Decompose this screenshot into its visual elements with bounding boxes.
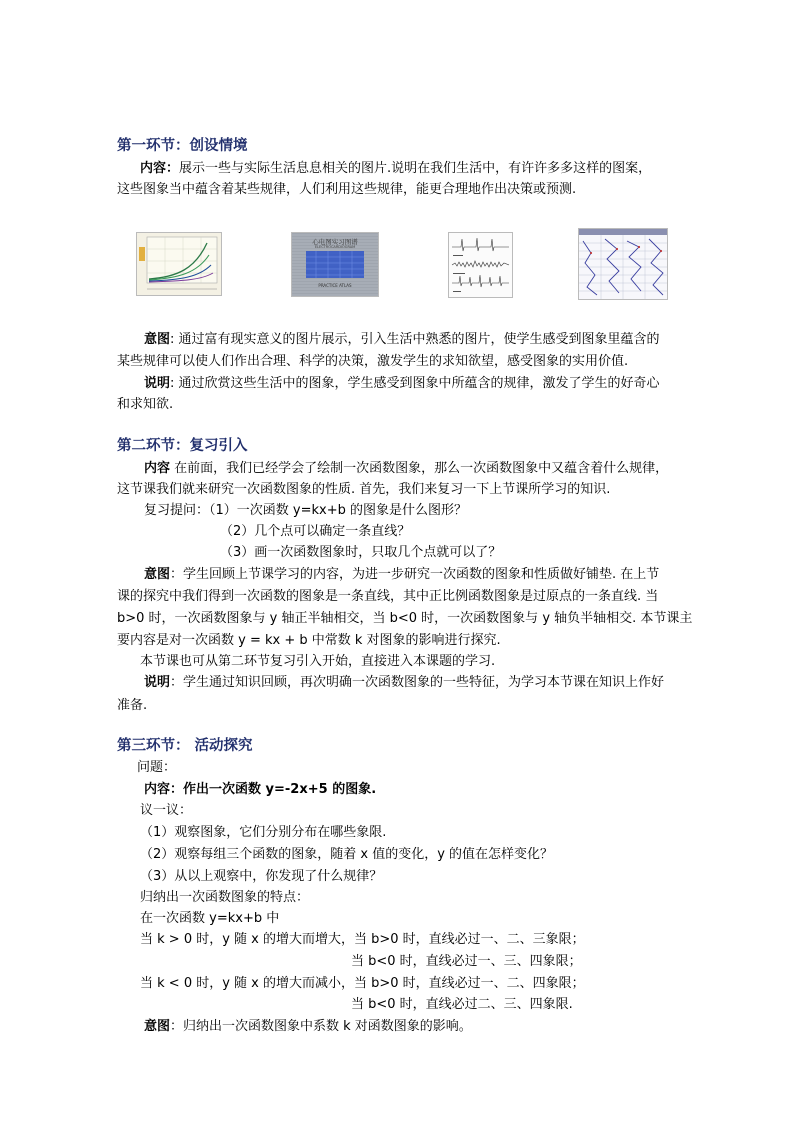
content-text: 在前面，我们已经学会了绘制一次函数图象，那么一次函数图象中又蕴含着什么规律， <box>174 461 669 476</box>
ecg-atlas-book-image <box>291 232 379 297</box>
note-text: 通过欣赏这些生活中的图象，学生感受到图象中所蕴含的规律，激发了学生的好奇心 <box>178 376 660 391</box>
intent-text: 学生回顾上节课学习的内容，为进一步研究一次函数的图象和性质做好铺垫. 在上节 <box>183 567 660 582</box>
intent-colon: : <box>170 332 179 347</box>
section2-note-line1 <box>144 674 664 692</box>
section3-intent <box>144 1018 472 1036</box>
section3-heading: 第三环节： 活动探究 <box>117 738 253 754</box>
section1-intent-line1 <box>144 331 660 349</box>
section2-extra: 本节课也可从第二环节复习引入开始，直接进入本课题的学习. <box>140 654 496 669</box>
section1-note-line2: 和求知欲. <box>117 397 174 412</box>
review-question-3: （3）画一次函数图象时，只取几个点就可以了？ <box>220 545 502 560</box>
ecg-waveform-image <box>448 232 513 298</box>
section2-intent-line3: b>0 时，一次函数图象与 y 轴正半轴相交，当 b<0 时，一次函数图象与 y 轴负半轴相交. 本节课主 <box>117 611 693 626</box>
section1-content-line1 <box>140 160 651 178</box>
section3-content <box>144 781 376 799</box>
discuss-label: 议一议： <box>140 803 193 818</box>
book-subtitle: ELECTROCARDIOGRAM <box>314 245 356 249</box>
content-label: 内容： <box>140 161 180 176</box>
book-title: 心电图实习图谱 <box>312 238 358 246</box>
intent-text: 通过富有现实意义的图片展示，引入生活中熟悉的图片，使学生感受到图象里蕴含的 <box>178 332 660 347</box>
note-text: 学生通过知识回顾，再次明确一次函数图象的一些特征，为学习本节课在知识上作好 <box>183 675 665 690</box>
content-label: 内容 <box>144 461 171 476</box>
section2-note-line2: 准备. <box>117 698 148 713</box>
section2-content-line1 <box>144 460 668 478</box>
intent-label: 意图 <box>144 1019 171 1034</box>
section2-intent-line1 <box>144 566 659 584</box>
note-label: 说明 <box>144 376 171 391</box>
section1-heading: 第一环节：创设情境 <box>117 138 248 154</box>
review-question-1: 复习提问：（1）一次函数 y=kx+b 的图象是什么图形？ <box>144 503 467 518</box>
section2-heading: 第二环节：复习引入 <box>117 438 248 454</box>
growth-chart-image <box>136 232 222 296</box>
section1-note-line1 <box>144 375 660 393</box>
intent-colon: ： <box>170 567 184 582</box>
monitoring-grid-chart-image <box>578 228 668 300</box>
rule-k-negative-b-negative: 当 b<0 时，直线必过二、三、四象限. <box>351 997 573 1012</box>
note-colon: ： <box>170 675 184 690</box>
function-context: 在一次函数 y=kx+b 中 <box>140 911 280 926</box>
rule-k-positive-b-positive: 当 k > 0 时，y 随 x 的增大而增大，当 b>0 时，直线必过一、二、三象限； <box>140 932 585 947</box>
intent-label: 意图 <box>144 567 171 582</box>
content-text: ：作出一次函数 y=-2x+5 的图象. <box>170 782 377 797</box>
discuss-item-2: （2）观察每组三个函数的图象，随着 x 值的变化，y 的值在怎样变化？ <box>140 847 554 862</box>
note-colon: : <box>170 376 179 391</box>
book-bottom-text: PRACTICE ATLAS <box>318 283 352 288</box>
intent-text: ：归纳出一次函数图象中系数 k 对函数图象的影响。 <box>170 1019 472 1034</box>
problem-label: 问题： <box>137 760 177 775</box>
content-label: 内容 <box>144 782 171 797</box>
content-text: 展示一些与实际生活息息相关的图片.说明在我们生活中，有许许多多这样的图案， <box>179 161 652 176</box>
section2-content-line2: 这节课我们就来研究一次函数图象的性质. 首先，我们来复习一下上节课所学习的知识. <box>117 482 611 497</box>
review-question-2: （2）几个点可以确定一条直线？ <box>220 524 411 539</box>
section2-intent-line2: 课的探究中我们得到一次函数的图象是一条直线，其中正比例函数图象是过原点的一条直线. 当 <box>117 589 659 604</box>
summary-label: 归纳出一次函数图象的特点： <box>140 890 310 905</box>
discuss-item-1: （1）观察图象，它们分别分布在哪些象限. <box>140 825 387 840</box>
rule-k-positive-b-negative: 当 b<0 时，直线必过一、三、四象限； <box>351 954 582 969</box>
intent-label: 意图 <box>144 332 171 347</box>
section1-intent-line2: 某些规律可以使人们作出合理、科学的决策，激发学生的求知欲望，感受图象的实用价值. <box>117 354 629 369</box>
discuss-item-3: （3）从以上观察中，你发现了什么规律？ <box>140 869 383 884</box>
note-label: 说明 <box>144 675 171 690</box>
section1-content-line2: 这些图象当中蕴含着某些规律，人们利用这些规律，能更合理地作出决策或预测. <box>117 182 577 197</box>
rule-k-negative-b-positive: 当 k < 0 时，y 随 x 的增大而减小，当 b>0 时，直线必过一、二、四象限； <box>140 976 585 991</box>
section2-intent-line4: 要内容是对一次函数 y = kx + b 中常数 k 对图象的影响进行探究. <box>117 633 501 648</box>
